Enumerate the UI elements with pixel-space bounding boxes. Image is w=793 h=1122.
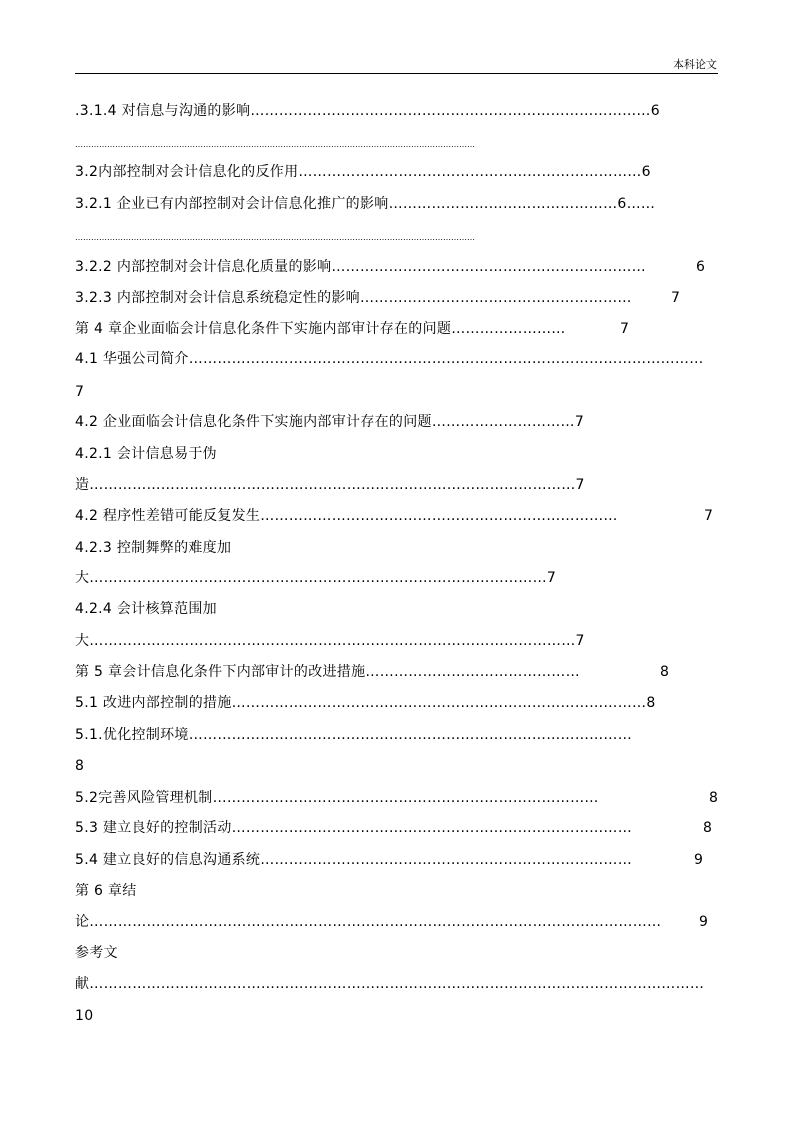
- toc-page-number: 8: [660, 664, 669, 680]
- toc-page-number: 8: [703, 820, 712, 836]
- toc-entry-5-1: 5.1 改进内部控制的措施……………………………………………………………………………8: [75, 695, 656, 711]
- page-header-title: 本科论文: [673, 58, 717, 71]
- toc-entry-4-2-3-cont: 大……………………………………………………………………………………7: [75, 570, 557, 586]
- toc-page-number: 8: [75, 758, 85, 774]
- toc-references: 参考文: [75, 945, 118, 961]
- toc-page-number: 6: [696, 259, 705, 275]
- toc-entry-5-4: 5.4 建立良好的信息沟通系统……………………………………………………………………: [75, 852, 633, 868]
- toc-entry-3-1-4: .3.1.4 对信息与沟通的影响…………………………………………………………………………6: [75, 103, 660, 119]
- toc-entry-4-2: 4.2 企业面临会计信息化条件下实施内部审计存在的问题…………………………7: [75, 414, 585, 430]
- toc-chapter-5: 第 5 章会计信息化条件下内部审计的改进措施………………………………………: [75, 664, 580, 680]
- toc-entry-4-1: 4.1 华强公司简介………………………………………………………………………………………………: [75, 351, 704, 367]
- toc-entry-4-2-2: 4.2 程序性差错可能反复发生…………………………………………………………………: [75, 508, 618, 524]
- toc-entry-3-2-3: 3.2.3 内部控制对会计信息系统稳定性的影响…………………………………………………: [75, 290, 632, 306]
- toc-entry-3-2-2: 3.2.2 内部控制对会计信息化质量的影响…………………………………………………………: [75, 259, 646, 275]
- toc-references-cont: 献…………………………………………………………………………………………………………………: [75, 976, 705, 992]
- toc-chapter-6: 第 6 章结: [75, 883, 137, 899]
- toc-dots-filler: ……………………………………………………………………………………………………………………………………: [75, 233, 475, 242]
- toc-page-number: 9: [699, 914, 708, 930]
- toc-page-number: 9: [694, 852, 703, 868]
- toc-entry-5-2: 5.2完善风险管理机制………………………………………………………………………: [75, 790, 599, 806]
- toc-entry-4-2-4: 4.2.4 会计核算范围加: [75, 601, 217, 617]
- toc-page-number: 7: [620, 321, 629, 337]
- toc-page-number: 10: [75, 1008, 94, 1024]
- toc-page-number: 7: [75, 384, 85, 400]
- toc-entry-3-2-1: 3.2.1 企业已有内部控制对会计信息化推广的影响…………………………………………6……: [75, 196, 656, 212]
- toc-entry-5-1-1: 5.1.优化控制环境…………………………………………………………………………………: [75, 727, 633, 743]
- toc-page-number: 7: [704, 508, 713, 524]
- toc-entry-4-2-4-cont: 大…………………………………………………………………………………………7: [75, 633, 585, 649]
- toc-entry-4-2-1-cont: 造…………………………………………………………………………………………7: [75, 477, 585, 493]
- toc-chapter-6-cont: 论…………………………………………………………………………………………………………: [75, 914, 662, 930]
- toc-dots-filler: ……………………………………………………………………………………………………………………………………: [75, 140, 475, 149]
- toc-entry-4-2-1: 4.2.1 会计信息易于伪: [75, 446, 217, 462]
- toc-chapter-4: 第 4 章企业面临会计信息化条件下实施内部审计存在的问题……………………: [75, 321, 566, 337]
- header-rule: [75, 73, 718, 74]
- toc-entry-5-3: 5.3 建立良好的控制活动…………………………………………………………………………: [75, 820, 633, 836]
- toc-page-number: 8: [709, 790, 718, 806]
- toc-entry-3-2: 3.2内部控制对会计信息化的反作用………………………………………………………………6: [75, 164, 651, 180]
- toc-entry-4-2-3: 4.2.3 控制舞弊的难度加: [75, 540, 232, 556]
- toc-page-number: 7: [671, 290, 680, 306]
